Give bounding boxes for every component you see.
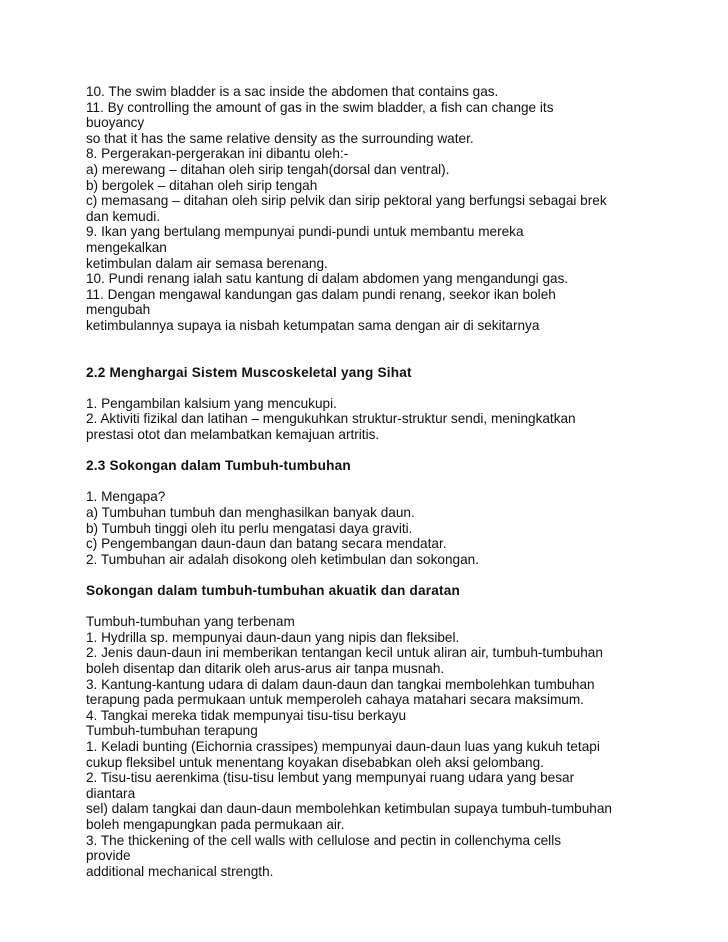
text-line: ketimbulan dalam air semasa berenang.: [86, 255, 328, 271]
text-line: c) Pengembangan daun-daun dan batang secara mendatar.: [86, 536, 447, 552]
text-line: 3. The thickening of the cell walls with cellulose and pectin in collenchyma cells: [86, 832, 562, 848]
section-heading: 2.3 Sokongan dalam Tumbuh-tumbuhan: [86, 458, 351, 474]
spacer: [86, 599, 686, 615]
text-line: so that it has the same relative density as the surrounding water.: [86, 130, 474, 146]
text-line: 1. Hydrilla sp. mempunyai daun-daun yang nipis dan fleksibel.: [86, 629, 460, 645]
spacer: [86, 443, 686, 459]
text-line: boleh disentap dan ditarik oleh arus-arus air tanpa musnah.: [86, 660, 445, 676]
text-line: a) merewang – ditahan oleh sirip tengah(dorsal dan ventral).: [86, 161, 450, 177]
text-line: 11. By controlling the amount of gas in the swim bladder, a fish can change its: [86, 99, 554, 115]
section-heading: 2.2 Menghargai Sistem Muscoskeletal yang Sihat: [86, 364, 412, 380]
text-line: 10. The swim bladder is a sac inside the abdomen that contains gas.: [86, 84, 499, 99]
text-line: mengubah: [86, 302, 151, 318]
document-page: [86, 84, 686, 879]
text-line: provide: [86, 848, 131, 864]
text-line: 3. Kantung-kantung udara di dalam daun-daun dan tangkai membolehkan tumbuhan: [86, 676, 595, 692]
text-line: Tumbuh-tumbuhan terapung: [86, 723, 258, 739]
text-line: dan kemudi.: [86, 208, 161, 224]
section-2-2: [86, 365, 686, 443]
spacer: [86, 567, 686, 583]
intro-block: [86, 84, 686, 334]
text-line: b) bergolek – ditahan oleh sirip tengah: [86, 177, 318, 193]
section-heading: Sokongan dalam tumbuh-tumbuhan akuatik dan daratan: [86, 583, 461, 598]
spacer: [86, 349, 686, 365]
spacer: [86, 380, 686, 396]
text-line: prestasi otot dan melambatkan kemajuan artritis.: [86, 427, 380, 443]
text-line: 2. Aktiviti fizikal dan latihan – mengukuhkan struktur-struktur sendi, meningkatkan: [86, 411, 576, 427]
text-line: 9. Ikan yang bertulang mempunyai pundi-pundi untuk membantu mereka: [86, 224, 524, 240]
text-line: 4. Tangkai mereka tidak mempunyai tisu-tisu berkayu: [86, 707, 407, 723]
text-line: c) memasang – ditahan oleh sirip pelvik dan sirip pektoral yang berfungsi sebagai brek: [86, 193, 607, 209]
text-line: b) Tumbuh tinggi oleh itu perlu mengatasi daya graviti.: [86, 520, 413, 536]
text-line: sel) dalam tangkai dan daun-daun membolehkan ketimbulan supaya tumbuh-tumbuhan: [86, 801, 612, 817]
text-line: 8. Pergerakan-pergerakan ini dibantu oleh:-: [86, 146, 349, 162]
text-line: 2. Jenis daun-daun ini memberikan tentangan kecil untuk aliran air, tumbuh-tumbuhan: [86, 645, 603, 661]
text-line: 11. Dengan mengawal kandungan gas dalam pundi renang, seekor ikan boleh: [86, 286, 556, 302]
text-line: 2. Tisu-tisu aerenkima (tisu-tisu lembut yang mempunyai ruang udara yang besar: [86, 770, 575, 786]
text-line: diantara: [86, 785, 136, 801]
text-line: 1. Pengambilan kalsium yang mencukupi.: [86, 395, 337, 411]
text-line: additional mechanical strength.: [86, 863, 274, 879]
text-line: 1. Keladi bunting (Eichornia crassipes) mempunyai daun-daun luas yang kukuh tetapi: [86, 738, 600, 754]
text-line: 10. Pundi renang ialah satu kantung di dalam abdomen yang mengandungi gas.: [86, 271, 569, 287]
section-2-3: [86, 458, 686, 567]
text-line: terapung pada permukaan untuk memperoleh cahaya matahari secara maksimum.: [86, 692, 584, 708]
text-line: 1. Mengapa?: [86, 489, 166, 505]
spacer: [86, 334, 686, 350]
text-line: a) Tumbuhan tumbuh dan menghasilkan banyak daun.: [86, 505, 415, 521]
text-line: 2. Tumbuhan air adalah disokong oleh ketimbulan dan sokongan.: [86, 551, 479, 567]
text-line: buoyancy: [86, 115, 145, 131]
text-line: cukup fleksibel untuk menentang koyakan disebabkan oleh aksi gelombang.: [86, 754, 544, 770]
text-line: boleh mengapungkan pada permukaan air.: [86, 816, 345, 832]
text-line: mengekalkan: [86, 239, 167, 255]
text-line: ketimbulannya supaya ia nisbah ketumpatan sama dengan air di sekitarnya: [86, 317, 540, 333]
section-aquatic: [86, 583, 686, 879]
text-line: Tumbuh-tumbuhan yang terbenam: [86, 614, 295, 630]
spacer: [86, 474, 686, 490]
